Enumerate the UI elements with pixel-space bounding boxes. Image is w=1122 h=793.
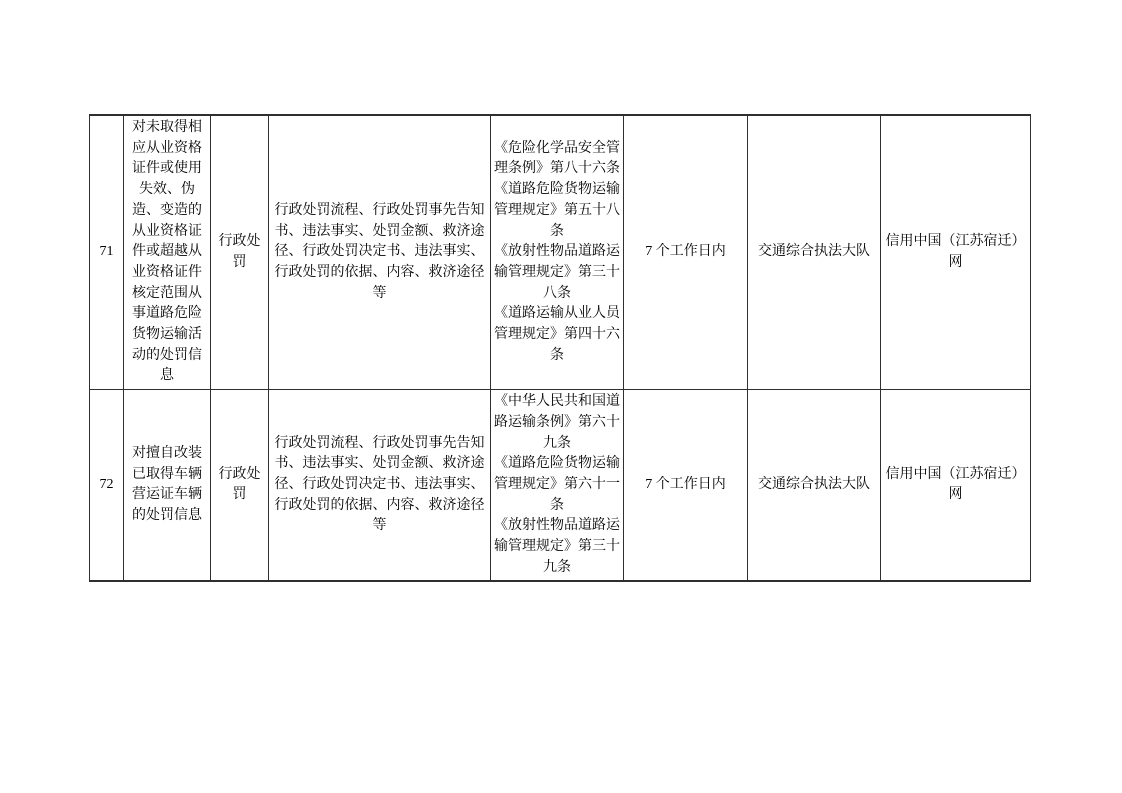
penalty-disclosure-table (89, 114, 1031, 582)
table-row (90, 390, 1031, 582)
cell-penalty-category: 行政处罚 (211, 115, 269, 390)
cell-disclosure-content: 行政处罚流程、行政处罚事先告知书、违法事实、处罚金额、救济途径、行政处罚决定书、违法事实、行政处罚的依据、内容、救济途径等 (269, 390, 491, 582)
cell-row-number: 72 (90, 390, 124, 582)
cell-disclosure-content: 行政处罚流程、行政处罚事先告知书、违法事实、处罚金额、救济途径、行政处罚决定书、违法事实、行政处罚的依据、内容、救济途径等 (269, 115, 491, 390)
legal-basis-item: 《道路危险货物运输管理规定》第五十八条 (494, 182, 620, 239)
cell-responsible-department: 交通综合执法大队 (748, 390, 881, 582)
legal-basis-item: 《放射性物品道路运输管理规定》第三十九条 (494, 518, 620, 575)
legal-basis-item: 《中华人民共和国道路运输条例》第六十九条 (494, 394, 620, 451)
legal-basis-item: 《危险化学品安全管理条例》第八十六条 (494, 140, 620, 177)
cell-publication-channel: 信用中国（江苏宿迁）网 (881, 115, 1031, 390)
cell-row-number: 71 (90, 115, 124, 390)
cell-responsible-department: 交通综合执法大队 (748, 115, 881, 390)
legal-basis-item: 《放射性物品道路运输管理规定》第三十八条 (494, 244, 620, 301)
table-row (90, 115, 1031, 390)
cell-disclosure-deadline: 7 个工作日内 (624, 390, 748, 582)
cell-penalty-item-description: 对擅自改装已取得车辆营运证车辆的处罚信息 (124, 390, 211, 582)
cell-disclosure-deadline: 7 个工作日内 (624, 115, 748, 390)
cell-penalty-category: 行政处罚 (211, 390, 269, 582)
legal-basis-item: 《道路危险货物运输管理规定》第六十一条 (494, 456, 620, 513)
cell-legal-basis (491, 390, 624, 582)
cell-publication-channel: 信用中国（江苏宿迁）网 (881, 390, 1031, 582)
legal-basis-item: 《道路运输从业人员管理规定》第四十六条 (494, 306, 620, 363)
cell-penalty-item-description: 对未取得相应从业资格证件或使用失效、伪造、变造的从业资格证件或超越从业资格证件核定范围从事道路危险货物运输活动的处罚信息 (124, 115, 211, 390)
cell-legal-basis (491, 115, 624, 390)
